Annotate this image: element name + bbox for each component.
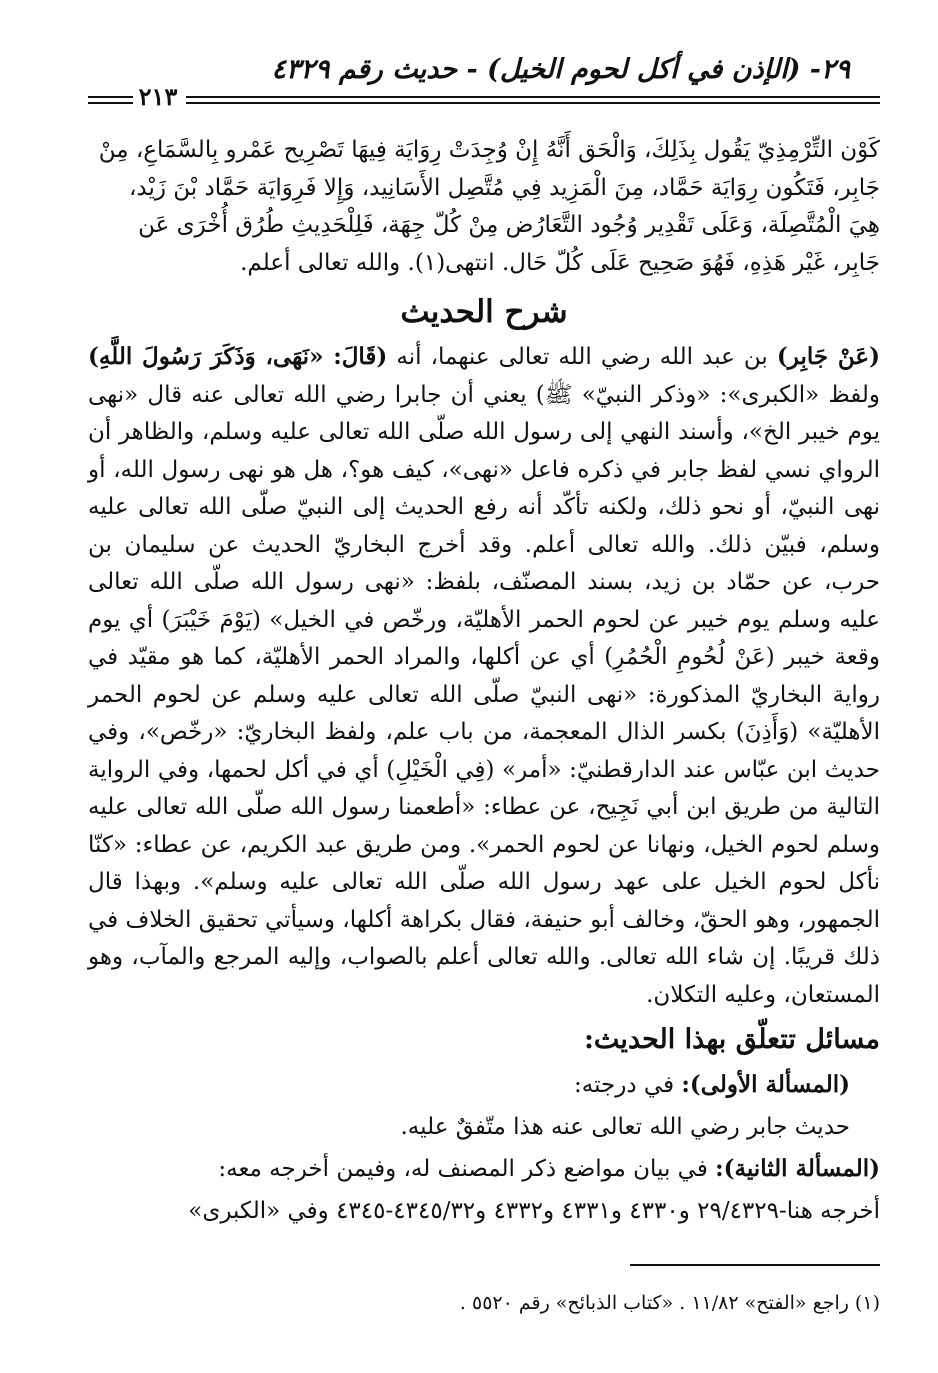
header-rule [268,102,880,104]
issue-body: أخرجه هنا-٢٩/٤٣٢٩ و٤٣٣٠ و٤٣٣١ و٤٣٣٢ و٤٣٤٥/٣٢-٤٣٤٥ وفي «الكبرى» [188,1198,880,1224]
chapter-title: ٢٩- (الإذن في أكل لحوم الخيل) - حديث رقم ٤٣٢٩ [271,54,850,85]
commentary-text: ولفظ «الكبرى»: «وذكر النبيّ» ﷺ) يعني أن جابرا رضي الله تعالى عنه قال «نهى يوم خيبر الخ»، وأسند النهي إلى رسول الله صلّى الله تعالى عليه وسلم، والظاهر أن الرواي نسي لفظ جابر في ذكره فاعل «نهى»، كيف هو؟، هل هو نهى رسول الله، أو نهى النبيّ، أو نحو ذلك، ولكنه تأكّد أنه رفع الحديث إلى النبيّ صلّى الله تعالى عليه وسلم، فبيّن ذلك. والله تعالى أعلم. وقد أخرج البخاريّ الحديث عن سليمان بن حرب، عن حمّاد بن زيد، بسند المصنّف، بلفظ: «نهى رسول الله صلّى الله تعالى عليه وسلم يوم خيبر عن لحوم الحمر الأهليّة، ورخّص في الخيل» (يَوْمَ خَيْبَرَ) أي يوم وقعة خيبر (عَنْ لُحُومِ الْحُمُرِ) أي عن أكلها، والمراد الحمر الأهليّة، كما هو مقيّد في رواية البخاريّ المذكورة: «نهى النبيّ صلّى الله تعالى عليه وسلم عن لحوم الحمر الأهليّة» (وَأَذِنَ) بكسر الذال المعجمة، من باب علم، ولفظ البخاريّ: «رخّص»، وفي حديث ابن عبّاس عند الدارقطنيّ: «أمر» (فِي الْخَيْلِ) أي في أكل لحمها، وفي الرواية التالية من طريق ابن أبي نَجِيح، عن عطاء: «أطعمنا رسول الله صلّى الله تعالى عليه وسلم لحوم الخيل، ونهانا عن لحوم الحمر». ومن طريق عبد الكريم، عن عطاء: «كنّا نأكل لحوم الخيل على عهد رسول الله صلّى الله تعالى عليه وسلم». وبهذا قال الجمهور، وهو الحقّ، وخالف أبو حنيفة، فقال بكراهة أكلها، وسيأتي تحقيق الخلاف في ذلك قريبًا. إن شاء الله تعالى. والله تعالى أعلم بالصواب، وإليه المرجع والمآب، وهو المستعان، وعليه التكلان. [88,381,880,1008]
issue-label: (المسألة الثانية): [715,1155,880,1182]
text-line: هِيَ الْمُتَّصِلَة، وَعَلَى تَقْدِير وُجُود التَّعَارُض مِنْ كُلّ جِهَة، فَلِلْحَدِيثِ طُرُق أُخْرَى عَن [138,212,880,238]
page-header [88,52,880,112]
hadith-quote: (عَنْ جَابِر) [776,343,881,370]
text-line: كَوْن التِّرْمِذِيّ يَقُول بِذَلِكَ، وَالْحَق أَنَّهُ إِنْ وُجِدَتْ رِوَايَة فِيهَا تَصْرِيح عَمْرو بِالسَّمَاعِ، مِنْ [98,137,880,163]
issues-heading: مسائل تتعلّق بهذا الحديث: [583,1024,880,1055]
section-heading: شرح الحديث [400,294,568,330]
commentary-text: بن عبد الله رضي الله تعالى عنهما، أنه [387,344,777,370]
footnote-rule [630,1264,880,1266]
hadith-quote: (قَالَ: «نَهَى، وَذَكَرَ رَسُولَ اللَّهِ) [88,343,388,370]
commentary-paragraph [88,338,880,1014]
text-line: جَابِر، فَتَكُون رِوَايَة حَمَّاد، مِنَ الْمَزِيد فِي مُتَّصِل الأَسَانِيد، وَإِلا فَرِوَايَة حَمَّاد بْنَ زَيْد، [128,174,880,201]
issue-text: في درجته: [574,1072,682,1098]
issue-line [88,1148,880,1190]
issue-label: (المسألة الأولى): [681,1071,850,1098]
header-rule [268,96,880,98]
text-line: جَابِر، غَيْر هَذِهِ، فَهُوَ صَحِيح عَلَى كُلّ حَال. انتهى(١). والله تعالى أعلم. [240,249,880,276]
issue-text: في بيان مواضع ذكر المصنف له، وفيمن أخرجه معه: [218,1156,716,1182]
issue-line [88,1064,880,1106]
footnote: (١) راجع «الفتح» ١١/٨٢ . «كتاب الذبائح» رقم ٥٥٢٠ . [459,1292,880,1314]
issue-body: حديث جابر رضي الله تعالى عنه هذا متّفقٌ عليه. [400,1114,850,1140]
intro-text [88,132,880,282]
page-number: ٢١٣ [138,82,178,111]
